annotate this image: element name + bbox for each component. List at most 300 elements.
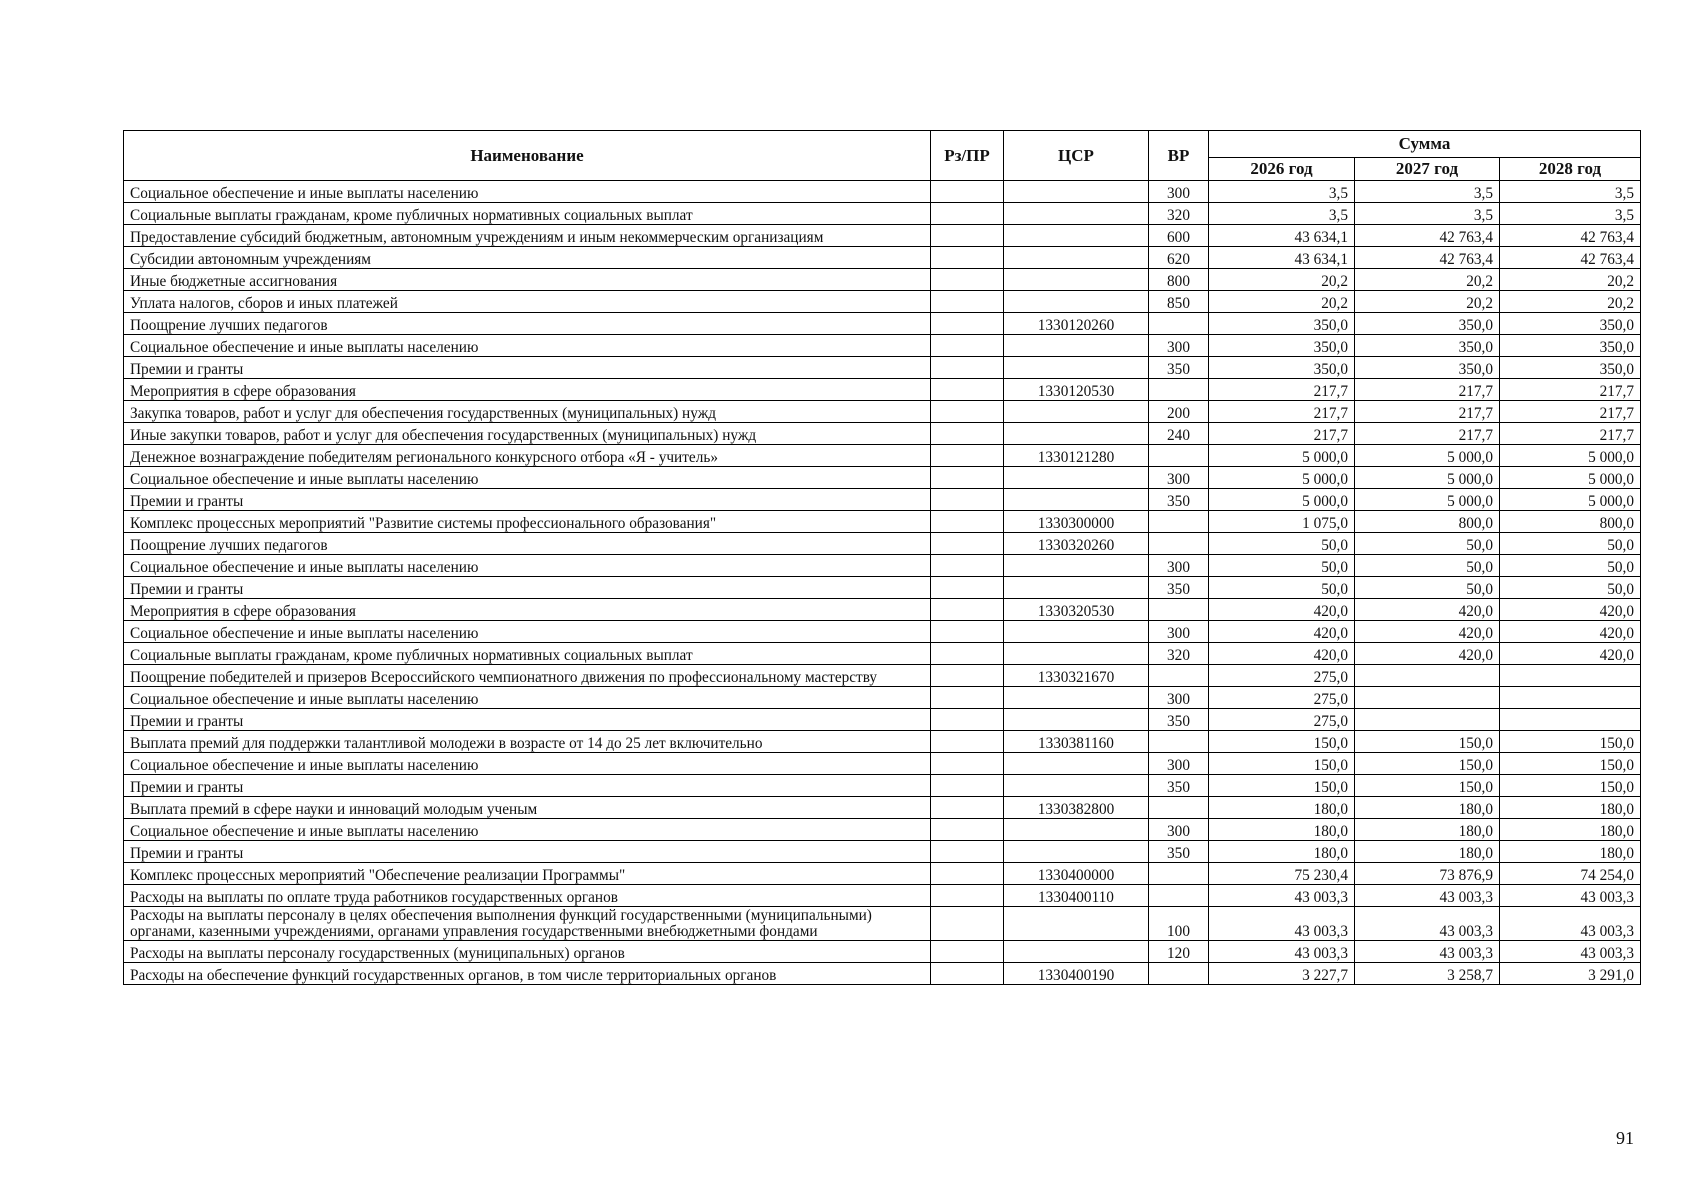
table-row [124,963,1641,985]
cell-rz-pr [931,533,1004,555]
cell-2026: 275,0 [1209,709,1355,731]
cell-vr [1149,313,1209,335]
cell-csr: 1330320260 [1004,533,1149,555]
table-row [124,379,1641,401]
cell-name: Социальные выплаты гражданам, кроме публичных нормативных социальных выплат [124,643,931,665]
table-row [124,291,1641,313]
cell-csr: 1330321670 [1004,665,1149,687]
cell-2028: 50,0 [1500,555,1641,577]
cell-rz-pr [931,291,1004,313]
cell-2028: 43 003,3 [1500,885,1641,907]
cell-2026: 50,0 [1209,555,1355,577]
cell-2027: 3 258,7 [1355,963,1500,985]
cell-vr: 300 [1149,621,1209,643]
cell-vr [1149,665,1209,687]
cell-2027: 180,0 [1355,819,1500,841]
cell-csr [1004,225,1149,247]
cell-vr: 300 [1149,819,1209,841]
cell-csr [1004,643,1149,665]
table-row [124,863,1641,885]
cell-2028: 5 000,0 [1500,445,1641,467]
cell-rz-pr [931,335,1004,357]
header-year-2026: 2026 год [1209,158,1355,181]
cell-2026: 275,0 [1209,687,1355,709]
table-row [124,775,1641,797]
page-number: 91 [1616,1128,1634,1148]
cell-2027 [1355,709,1500,731]
table-row [124,357,1641,379]
cell-name: Мероприятия в сфере образования [124,379,931,401]
cell-csr [1004,709,1149,731]
cell-2027: 50,0 [1355,577,1500,599]
cell-2028: 50,0 [1500,533,1641,555]
table-header [124,131,1641,181]
table-row [124,687,1641,709]
cell-vr: 350 [1149,841,1209,863]
cell-rz-pr [931,941,1004,963]
cell-rz-pr [931,709,1004,731]
cell-vr [1149,445,1209,467]
cell-2028: 50,0 [1500,577,1641,599]
cell-rz-pr [931,423,1004,445]
cell-csr [1004,335,1149,357]
cell-2027: 150,0 [1355,775,1500,797]
cell-vr: 350 [1149,577,1209,599]
cell-name: Социальное обеспечение и иные выплаты населению [124,335,931,357]
table-row [124,313,1641,335]
cell-2028 [1500,687,1641,709]
cell-2026: 180,0 [1209,841,1355,863]
cell-2028 [1500,709,1641,731]
cell-name: Комплекс процессных мероприятий "Обеспечение реализации Программы" [124,863,931,885]
cell-rz-pr [931,775,1004,797]
header-sum: Сумма [1209,131,1641,158]
table-row [124,731,1641,753]
table-row [124,709,1641,731]
cell-2028: 5 000,0 [1500,489,1641,511]
cell-2028: 43 003,3 [1500,941,1641,963]
table-row [124,335,1641,357]
cell-vr: 240 [1149,423,1209,445]
cell-2028: 180,0 [1500,841,1641,863]
cell-2026: 5 000,0 [1209,489,1355,511]
cell-vr [1149,379,1209,401]
table-row [124,819,1641,841]
cell-vr [1149,533,1209,555]
cell-2028: 3 291,0 [1500,963,1641,985]
cell-name: Премии и гранты [124,357,931,379]
cell-name: Расходы на выплаты по оплате труда работников государственных органов [124,885,931,907]
cell-vr: 350 [1149,775,1209,797]
cell-2027: 20,2 [1355,269,1500,291]
cell-2026: 50,0 [1209,533,1355,555]
cell-2026: 75 230,4 [1209,863,1355,885]
cell-2026: 43 003,3 [1209,885,1355,907]
cell-name: Социальное обеспечение и иные выплаты населению [124,181,931,203]
cell-vr [1149,885,1209,907]
table-row [124,269,1641,291]
cell-2026: 150,0 [1209,775,1355,797]
cell-2026: 43 003,3 [1209,941,1355,963]
cell-csr [1004,753,1149,775]
cell-2026: 20,2 [1209,269,1355,291]
table-row [124,643,1641,665]
cell-csr [1004,247,1149,269]
cell-2028: 150,0 [1500,753,1641,775]
cell-vr [1149,731,1209,753]
table-row [124,225,1641,247]
cell-2027: 420,0 [1355,621,1500,643]
cell-csr [1004,269,1149,291]
cell-name: Премии и гранты [124,775,931,797]
cell-rz-pr [931,401,1004,423]
cell-vr: 300 [1149,753,1209,775]
cell-vr: 350 [1149,357,1209,379]
table-row [124,423,1641,445]
cell-2026: 3 227,7 [1209,963,1355,985]
table-row [124,599,1641,621]
table-row [124,797,1641,819]
cell-2028: 350,0 [1500,335,1641,357]
cell-rz-pr [931,599,1004,621]
cell-name: Поощрение лучших педагогов [124,533,931,555]
table-row [124,885,1641,907]
cell-2026: 3,5 [1209,203,1355,225]
cell-2027: 350,0 [1355,313,1500,335]
cell-2028: 74 254,0 [1500,863,1641,885]
table-row [124,753,1641,775]
cell-2028: 420,0 [1500,621,1641,643]
cell-vr: 300 [1149,335,1209,357]
cell-2028: 420,0 [1500,643,1641,665]
cell-name: Комплекс процессных мероприятий "Развитие системы профессионального образования" [124,511,931,533]
cell-2027: 150,0 [1355,753,1500,775]
cell-2026: 217,7 [1209,423,1355,445]
cell-2028: 420,0 [1500,599,1641,621]
cell-2028: 217,7 [1500,379,1641,401]
cell-name: Иные закупки товаров, работ и услуг для обеспечения государственных (муниципальных) нужд [124,423,931,445]
cell-csr [1004,401,1149,423]
cell-csr [1004,291,1149,313]
cell-2027: 5 000,0 [1355,467,1500,489]
cell-rz-pr [931,819,1004,841]
cell-2028: 150,0 [1500,731,1641,753]
cell-2027: 350,0 [1355,357,1500,379]
cell-csr [1004,819,1149,841]
cell-vr: 100 [1149,907,1209,941]
cell-name: Премии и гранты [124,577,931,599]
cell-rz-pr [931,445,1004,467]
cell-vr: 600 [1149,225,1209,247]
cell-vr: 300 [1149,467,1209,489]
cell-csr: 1330400000 [1004,863,1149,885]
cell-csr [1004,489,1149,511]
cell-2026: 217,7 [1209,379,1355,401]
cell-rz-pr [931,269,1004,291]
cell-csr [1004,357,1149,379]
cell-rz-pr [931,379,1004,401]
cell-name: Мероприятия в сфере образования [124,599,931,621]
cell-2028: 5 000,0 [1500,467,1641,489]
cell-name: Иные бюджетные ассигнования [124,269,931,291]
budget-sheet [123,130,1640,985]
cell-name: Социальное обеспечение и иные выплаты населению [124,555,931,577]
cell-2027: 5 000,0 [1355,445,1500,467]
cell-2028: 42 763,4 [1500,247,1641,269]
cell-name: Выплата премий в сфере науки и инноваций молодым ученым [124,797,931,819]
cell-2027: 150,0 [1355,731,1500,753]
cell-csr: 1330320530 [1004,599,1149,621]
cell-rz-pr [931,731,1004,753]
table-row [124,941,1641,963]
cell-csr [1004,203,1149,225]
cell-2026: 43 003,3 [1209,907,1355,941]
cell-rz-pr [931,687,1004,709]
cell-2027: 3,5 [1355,181,1500,203]
cell-2027: 43 003,3 [1355,885,1500,907]
cell-2026: 150,0 [1209,753,1355,775]
cell-2027: 20,2 [1355,291,1500,313]
cell-vr [1149,963,1209,985]
cell-2027: 217,7 [1355,423,1500,445]
cell-csr [1004,941,1149,963]
cell-name: Поощрение лучших педагогов [124,313,931,335]
cell-2026: 3,5 [1209,181,1355,203]
cell-rz-pr [931,665,1004,687]
cell-vr: 320 [1149,643,1209,665]
cell-2028: 20,2 [1500,291,1641,313]
cell-csr: 1330400110 [1004,885,1149,907]
cell-name: Поощрение победителей и призеров Всероссийского чемпионатного движения по профессиональному мастерству [124,665,931,687]
cell-2027: 217,7 [1355,401,1500,423]
cell-2026: 420,0 [1209,621,1355,643]
cell-rz-pr [931,885,1004,907]
cell-rz-pr [931,313,1004,335]
cell-2028: 20,2 [1500,269,1641,291]
cell-2026: 43 634,1 [1209,225,1355,247]
cell-2027: 217,7 [1355,379,1500,401]
cell-csr [1004,181,1149,203]
cell-2027: 42 763,4 [1355,247,1500,269]
table-row [124,401,1641,423]
cell-2026: 217,7 [1209,401,1355,423]
table-row [124,445,1641,467]
cell-rz-pr [931,511,1004,533]
cell-2026: 43 634,1 [1209,247,1355,269]
table-row [124,181,1641,203]
cell-2027 [1355,687,1500,709]
cell-csr: 1330121280 [1004,445,1149,467]
cell-rz-pr [931,467,1004,489]
cell-vr: 120 [1149,941,1209,963]
cell-2027: 420,0 [1355,599,1500,621]
cell-vr: 350 [1149,709,1209,731]
cell-name: Социальное обеспечение и иные выплаты населению [124,819,931,841]
cell-csr: 1330382800 [1004,797,1149,819]
cell-2026: 20,2 [1209,291,1355,313]
cell-name: Расходы на выплаты персоналу в целях обеспечения выполнения функций государственными (муниципальными) органами, казенными учреждениями, органами управления государственными внебюджетными фондами [124,907,931,941]
cell-vr: 800 [1149,269,1209,291]
cell-rz-pr [931,643,1004,665]
cell-rz-pr [931,863,1004,885]
cell-csr: 1330120260 [1004,313,1149,335]
cell-2026: 350,0 [1209,335,1355,357]
cell-csr [1004,467,1149,489]
cell-vr [1149,863,1209,885]
cell-name: Расходы на обеспечение функций государственных органов, в том числе территориальных органов [124,963,931,985]
cell-2028: 3,5 [1500,203,1641,225]
cell-vr: 300 [1149,555,1209,577]
cell-rz-pr [931,203,1004,225]
cell-rz-pr [931,577,1004,599]
header-csr: ЦСР [1004,131,1149,181]
cell-name: Закупка товаров, работ и услуг для обеспечения государственных (муниципальных) нужд [124,401,931,423]
cell-csr [1004,775,1149,797]
cell-name: Социальное обеспечение и иные выплаты населению [124,621,931,643]
cell-2028: 43 003,3 [1500,907,1641,941]
cell-2028: 180,0 [1500,797,1641,819]
cell-vr: 300 [1149,687,1209,709]
cell-rz-pr [931,797,1004,819]
cell-2026: 350,0 [1209,313,1355,335]
cell-csr [1004,687,1149,709]
cell-rz-pr [931,753,1004,775]
table-row [124,621,1641,643]
cell-rz-pr [931,181,1004,203]
cell-rz-pr [931,841,1004,863]
cell-vr: 850 [1149,291,1209,313]
cell-vr: 300 [1149,181,1209,203]
cell-2028: 217,7 [1500,401,1641,423]
cell-name: Уплата налогов, сборов и иных платежей [124,291,931,313]
cell-name: Социальное обеспечение и иные выплаты населению [124,467,931,489]
cell-vr [1149,797,1209,819]
cell-csr [1004,907,1149,941]
cell-vr: 350 [1149,489,1209,511]
cell-name: Выплата премий для поддержки талантливой молодежи в возрасте от 14 до 25 лет включительно [124,731,931,753]
cell-2027: 180,0 [1355,797,1500,819]
cell-csr: 1330120530 [1004,379,1149,401]
cell-2028: 800,0 [1500,511,1641,533]
table-body [124,181,1641,985]
cell-2026: 5 000,0 [1209,467,1355,489]
table-row [124,841,1641,863]
cell-vr: 200 [1149,401,1209,423]
cell-2027: 50,0 [1355,533,1500,555]
table-row [124,577,1641,599]
cell-name: Премии и гранты [124,489,931,511]
cell-2028: 350,0 [1500,357,1641,379]
cell-name: Премии и гранты [124,841,931,863]
cell-vr [1149,599,1209,621]
cell-2027: 43 003,3 [1355,907,1500,941]
cell-csr [1004,621,1149,643]
cell-2026: 275,0 [1209,665,1355,687]
cell-2028: 3,5 [1500,181,1641,203]
budget-table [123,130,1641,985]
cell-2027: 43 003,3 [1355,941,1500,963]
cell-vr [1149,511,1209,533]
cell-2026: 180,0 [1209,819,1355,841]
cell-csr [1004,423,1149,445]
cell-vr: 320 [1149,203,1209,225]
cell-2027 [1355,665,1500,687]
cell-csr: 1330300000 [1004,511,1149,533]
cell-2026: 420,0 [1209,599,1355,621]
cell-name: Премии и гранты [124,709,931,731]
cell-name: Социальные выплаты гражданам, кроме публичных нормативных социальных выплат [124,203,931,225]
cell-2027: 5 000,0 [1355,489,1500,511]
cell-name: Субсидии автономным учреждениям [124,247,931,269]
cell-2027: 42 763,4 [1355,225,1500,247]
cell-2026: 50,0 [1209,577,1355,599]
cell-2027: 350,0 [1355,335,1500,357]
cell-2027: 73 876,9 [1355,863,1500,885]
cell-rz-pr [931,907,1004,941]
header-year-2028: 2028 год [1500,158,1641,181]
cell-rz-pr [931,357,1004,379]
table-row [124,467,1641,489]
table-row [124,511,1641,533]
cell-2027: 3,5 [1355,203,1500,225]
cell-2028 [1500,665,1641,687]
cell-2026: 1 075,0 [1209,511,1355,533]
cell-csr [1004,555,1149,577]
cell-2027: 50,0 [1355,555,1500,577]
cell-2028: 180,0 [1500,819,1641,841]
cell-name: Предоставление субсидий бюджетным, автономным учреждениям и иным некоммерческим организациям [124,225,931,247]
cell-name: Социальное обеспечение и иные выплаты населению [124,687,931,709]
cell-2027: 180,0 [1355,841,1500,863]
cell-2028: 217,7 [1500,423,1641,445]
cell-2026: 150,0 [1209,731,1355,753]
cell-csr: 1330381160 [1004,731,1149,753]
cell-rz-pr [931,489,1004,511]
table-row [124,489,1641,511]
cell-vr: 620 [1149,247,1209,269]
cell-2027: 800,0 [1355,511,1500,533]
cell-rz-pr [931,963,1004,985]
cell-2026: 5 000,0 [1209,445,1355,467]
cell-name: Денежное вознаграждение победителям регионального конкурсного отбора «Я - учитель» [124,445,931,467]
cell-csr: 1330400190 [1004,963,1149,985]
table-row [124,203,1641,225]
cell-2028: 150,0 [1500,775,1641,797]
table-row [124,555,1641,577]
header-name: Наименование [124,131,931,181]
table-row [124,665,1641,687]
cell-name: Социальное обеспечение и иные выплаты населению [124,753,931,775]
cell-name: Расходы на выплаты персоналу государственных (муниципальных) органов [124,941,931,963]
header-year-2027: 2027 год [1355,158,1500,181]
cell-csr [1004,577,1149,599]
table-row [124,533,1641,555]
table-row [124,907,1641,941]
cell-csr [1004,841,1149,863]
cell-2028: 42 763,4 [1500,225,1641,247]
table-row [124,247,1641,269]
cell-rz-pr [931,225,1004,247]
cell-2027: 420,0 [1355,643,1500,665]
cell-rz-pr [931,621,1004,643]
cell-2026: 420,0 [1209,643,1355,665]
cell-2026: 350,0 [1209,357,1355,379]
cell-rz-pr [931,247,1004,269]
cell-2026: 180,0 [1209,797,1355,819]
cell-2028: 350,0 [1500,313,1641,335]
header-rz-pr: Рз/ПР [931,131,1004,181]
header-vr: ВР [1149,131,1209,181]
